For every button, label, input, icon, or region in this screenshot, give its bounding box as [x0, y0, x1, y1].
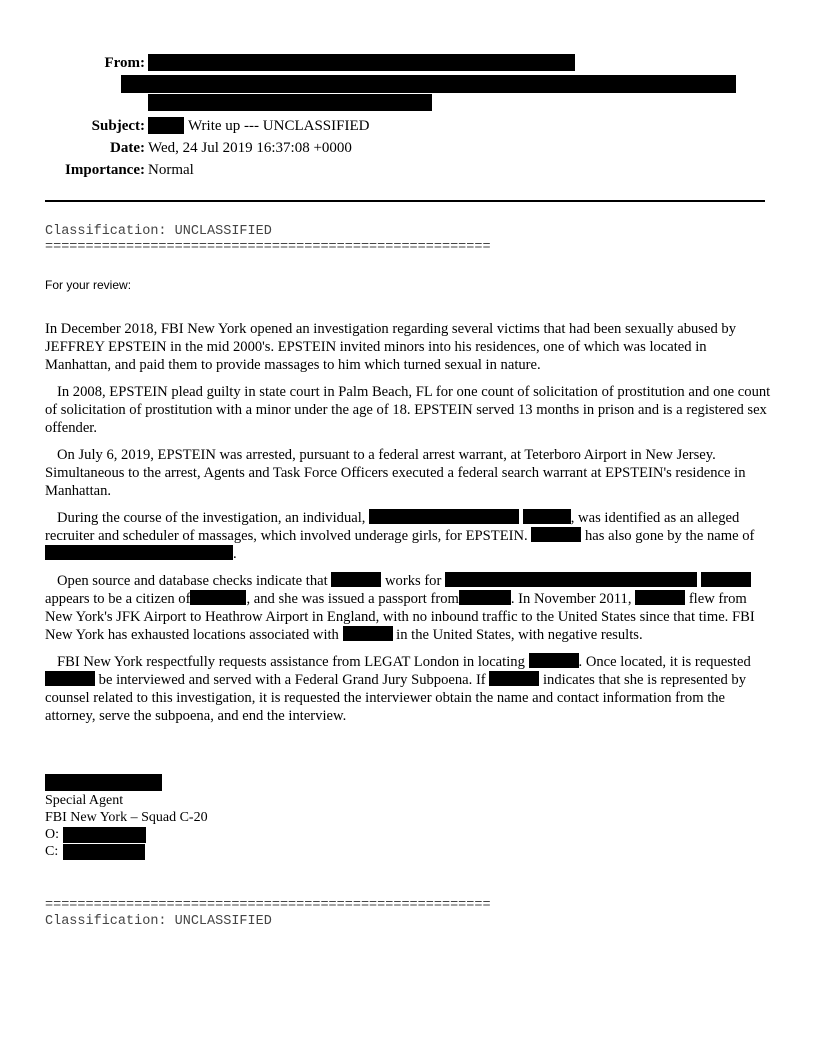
paragraph-6	[45, 653, 775, 725]
classification-bottom: Classification: UNCLASSIFIED	[45, 914, 272, 929]
subject-label: Subject:	[91, 118, 145, 134]
p4-text-a: During the course of the investigation, an individual,	[57, 510, 366, 526]
date-label: Date:	[110, 140, 145, 156]
redaction-name-10	[489, 671, 539, 686]
redaction-from-line3	[148, 94, 432, 111]
redaction-alias	[45, 545, 233, 560]
p4-text-b: , was identified as an alleged recruiter and scheduler of massages, which involved underage girls, for EPSTEIN.	[45, 510, 740, 544]
redaction-agent-name	[45, 774, 162, 791]
paragraph-4	[45, 509, 775, 563]
message-body	[45, 320, 775, 734]
from-label: From:	[104, 55, 145, 71]
redaction-office-phone	[63, 827, 146, 843]
redaction-employer	[445, 572, 697, 587]
paragraph-5	[45, 572, 775, 644]
p5-text-a: Open source and database checks indicate that	[57, 573, 328, 589]
p6-text-a: FBI New York respectfully requests assistance from LEGAT London in locating	[57, 654, 525, 670]
paragraph-3: On July 6, 2019, EPSTEIN was arrested, pursuant to a federal arrest warrant, at Teterboro Airport in New Jersey. Simultaneous to the arrest, Agents and Task Force Officers executed a federal search warrant at EPSTEIN's residence in Manhattan.	[45, 447, 746, 499]
header-divider	[45, 200, 765, 202]
p5-text-c: appears to be a citizen of	[45, 591, 191, 607]
redaction-country-2	[459, 590, 511, 605]
importance-value: Normal	[148, 162, 194, 178]
signature-cell-label: C:	[45, 844, 59, 859]
redaction-name-5	[701, 572, 751, 587]
redaction-name-1	[369, 509, 519, 524]
p5-text-d: , and she was issued a passport from	[246, 591, 459, 607]
redaction-name-4	[331, 572, 381, 587]
p6-text-d: indicates that she is represented by counsel related to this investigation, it is requested the interviewer obtain the name and contact information from the attorney, serve the subpoena, and end the interview.	[45, 672, 747, 724]
p5-text-e: . In November 2011,	[510, 591, 632, 607]
separator-bottom: =======================================================	[45, 898, 491, 913]
redaction-name-7	[343, 626, 393, 641]
separator-top: =======================================================	[45, 240, 491, 255]
paragraph-1: In December 2018, FBI New York opened an investigation regarding several victims that had been sexually abused by JEFFREY EPSTEIN in the mid 2000's. EPSTEIN invited minors into his residences, one of which was located in Manhattan, and paid them to provide massages to him which turned sexual in nature.	[45, 321, 737, 373]
p4-text-d: .	[233, 546, 237, 562]
redaction-name-3	[531, 527, 581, 542]
redaction-subject	[148, 117, 184, 134]
redaction-from-line2	[121, 75, 736, 93]
redaction-from-line1	[148, 54, 575, 71]
redaction-name-8	[529, 653, 579, 668]
paragraph-2: In 2008, EPSTEIN plead guilty in state court in Palm Beach, FL for one count of solicitation of prostitution and one count of solicitation of prostitution with a minor under the age of 18. EPSTEIN served 13 months in prison and is a registered sex offender.	[45, 384, 771, 436]
intro-text: For your review:	[45, 278, 132, 292]
p5-text-f: flew from New York's JFK Airport to Heathrow Airport in England, with no inbound traffic to the United States since that time. FBI New York has exhausted locations associated with	[45, 591, 755, 643]
signature-office-label: O:	[45, 827, 59, 842]
date-value: Wed, 24 Jul 2019 16:37:08 +0000	[148, 140, 352, 156]
p6-text-b: . Once located, it is requested	[578, 654, 751, 670]
redaction-name-9	[45, 671, 95, 686]
redaction-name-2	[523, 509, 571, 524]
p5-text-b: works for	[385, 573, 442, 589]
p5-text-g: in the United States, with negative results.	[396, 627, 643, 643]
redaction-cell-phone	[63, 844, 145, 860]
importance-label: Importance:	[65, 162, 145, 178]
signature-unit: FBI New York – Squad C-20	[45, 810, 208, 825]
classification-top: Classification: UNCLASSIFIED	[45, 224, 272, 239]
redaction-country-1	[190, 590, 246, 605]
subject-text: Write up --- UNCLASSIFIED	[188, 118, 370, 134]
redaction-name-6	[635, 590, 685, 605]
p6-text-c: be interviewed and served with a Federal Grand Jury Subpoena. If	[98, 672, 486, 688]
p4-text-c: has also gone by the name of	[584, 528, 755, 544]
signature-title: Special Agent	[45, 793, 124, 808]
